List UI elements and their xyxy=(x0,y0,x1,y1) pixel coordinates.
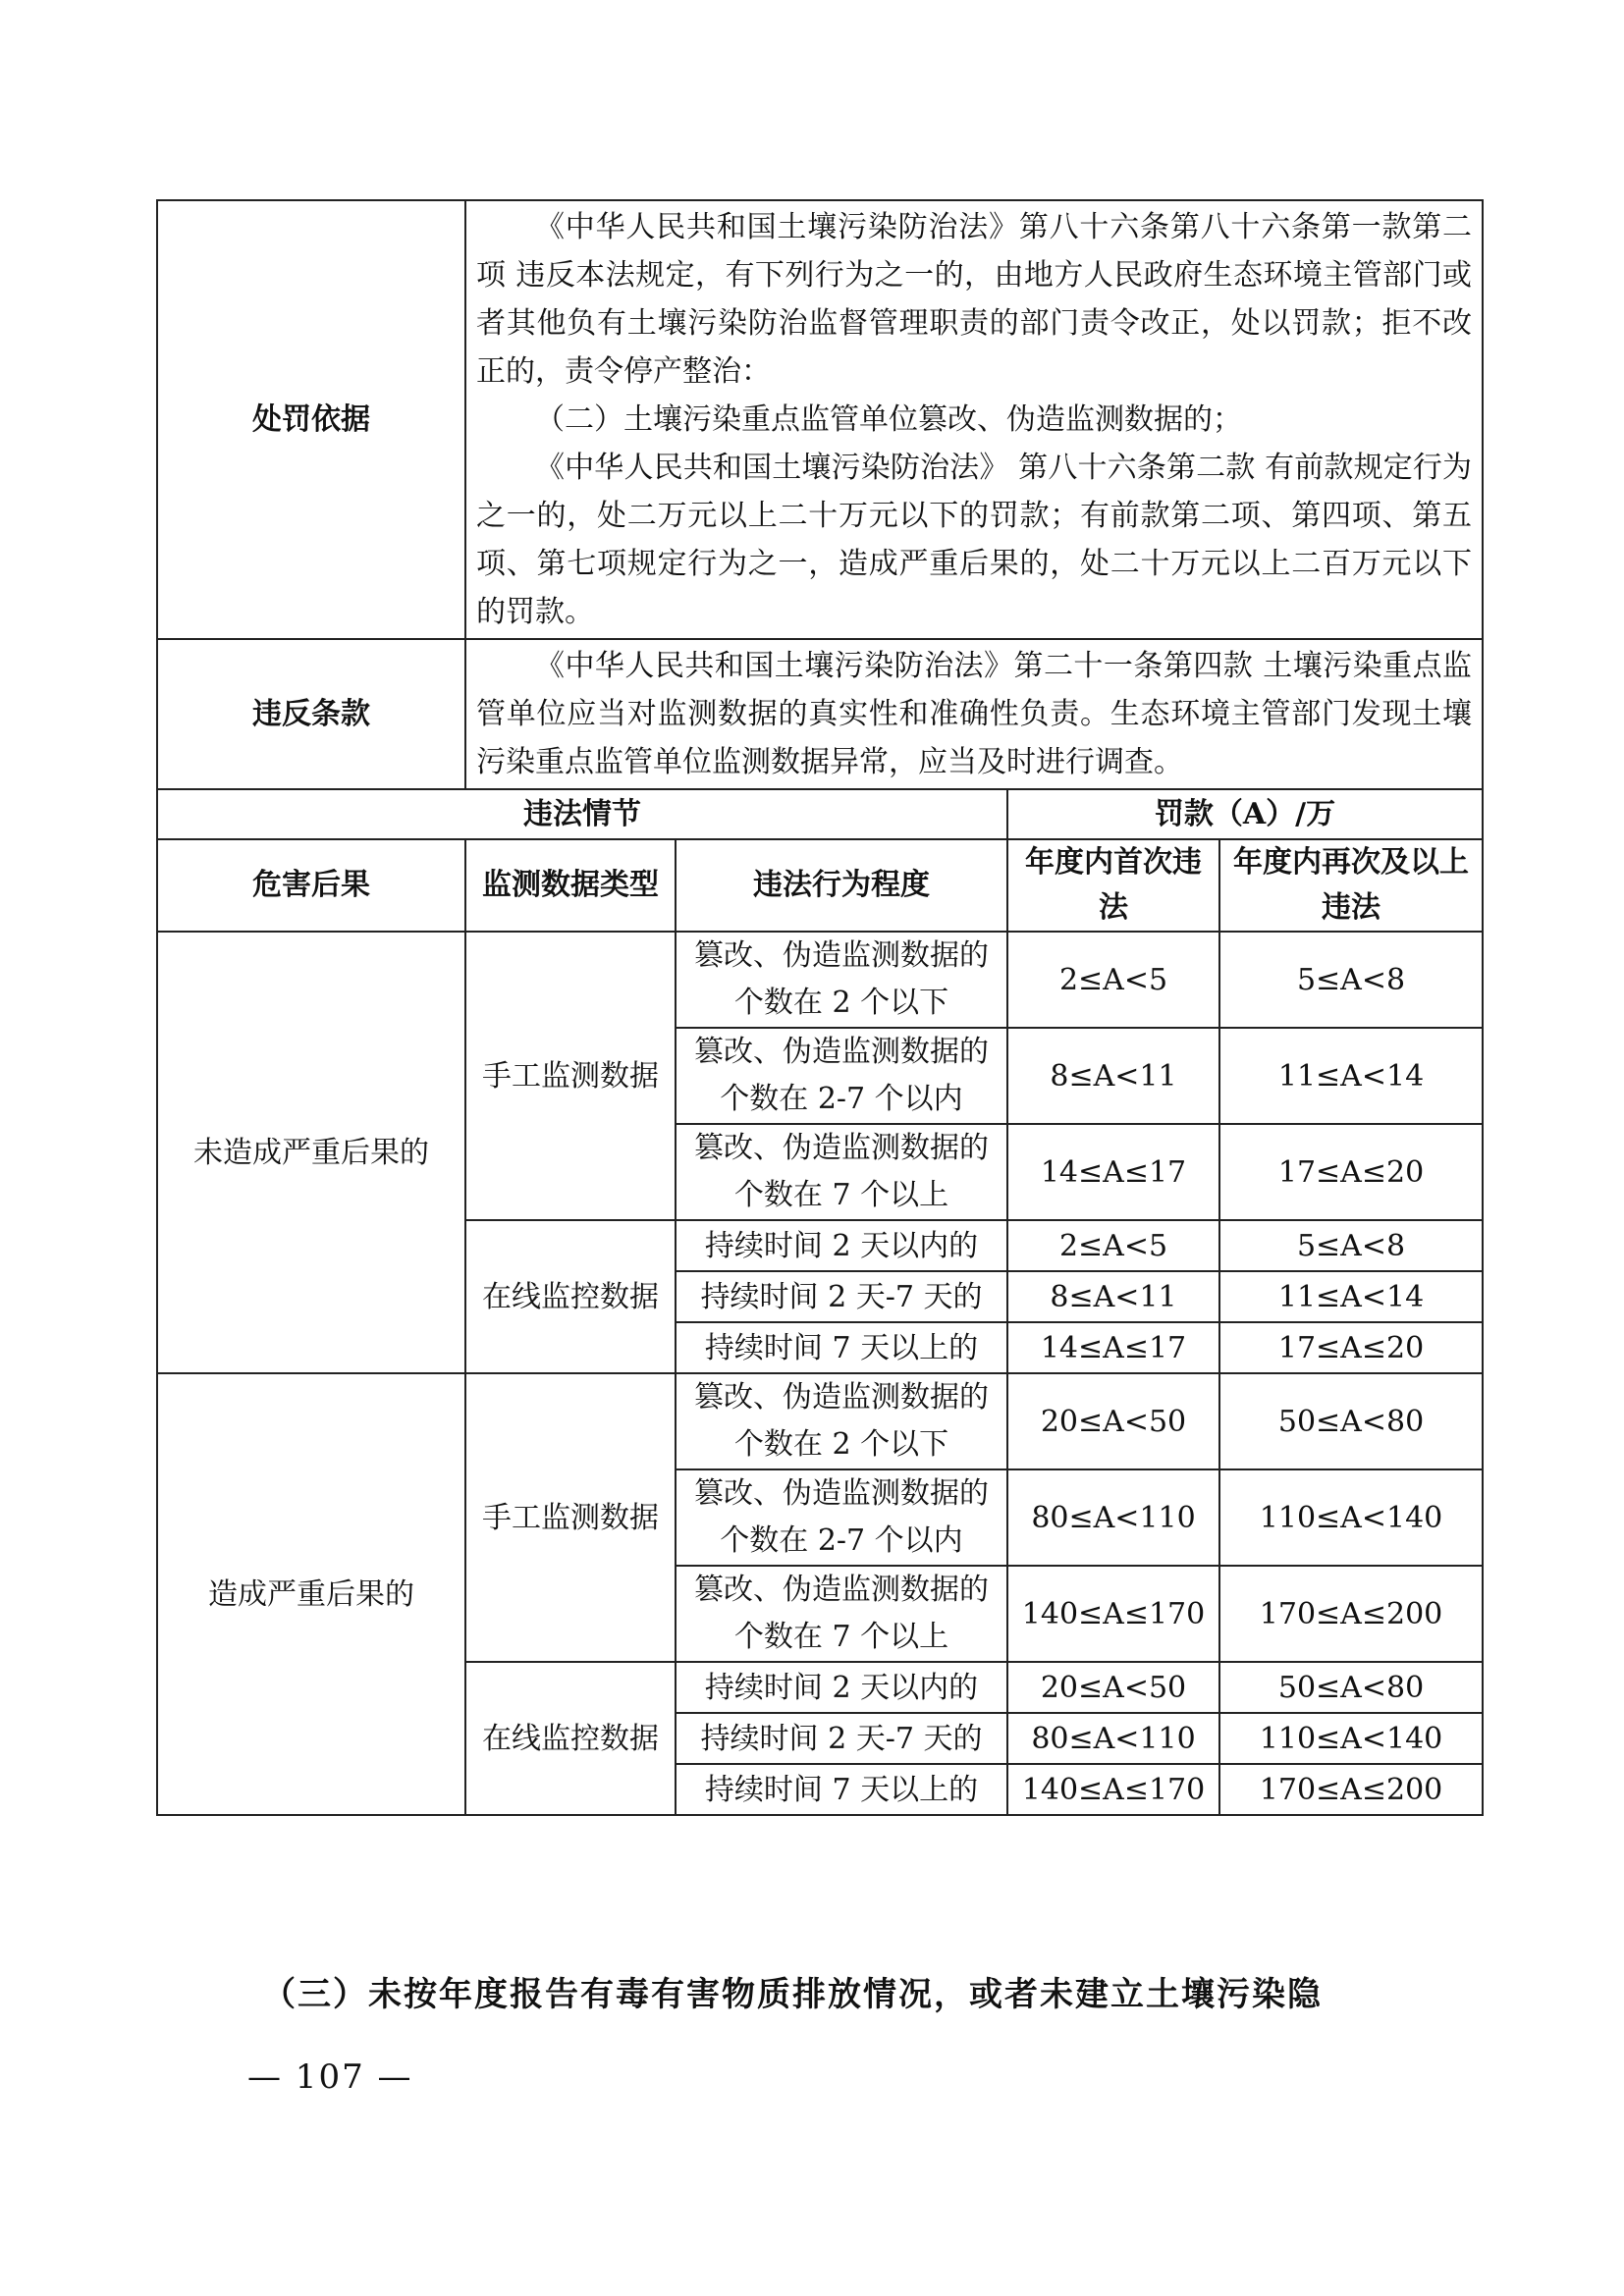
table-row xyxy=(157,1373,1483,1469)
degree-cell: 持续时间 7 天以上的 xyxy=(676,1322,1007,1373)
basis-label: 处罚依据 xyxy=(157,200,465,639)
col-header-first: 年度内首次违法 xyxy=(1007,839,1219,932)
basis-row xyxy=(157,200,1483,639)
degree-cell: 持续时间 2 天-7 天的 xyxy=(676,1713,1007,1764)
basis-content xyxy=(465,200,1483,639)
fine-first-cell: 140≤A≤170 xyxy=(1007,1566,1219,1662)
violated-content xyxy=(465,639,1483,789)
penalty-table xyxy=(156,199,1484,1816)
degree-cell: 持续时间 7 天以上的 xyxy=(676,1764,1007,1815)
fine-repeat-cell: 170≤A≤200 xyxy=(1219,1764,1483,1815)
data-type-cell: 在线监控数据 xyxy=(465,1220,676,1373)
column-header-row xyxy=(157,839,1483,932)
basis-paragraph: 《中华人民共和国土壤污染防治法》第八十六条第八十六条第一款第二项 违反本法规定，有下列行为之一的，由地方人民政府生态环境主管部门或者其他负有土壤污染防治监督管理职责的部门责令改正，处以罚款；拒不改正的，责令停产整治： xyxy=(476,210,1473,389)
group-header-row xyxy=(157,789,1483,839)
fine-first-cell: 20≤A<50 xyxy=(1007,1662,1219,1713)
fine-repeat-cell: 5≤A<8 xyxy=(1219,932,1483,1028)
data-type-cell: 在线监控数据 xyxy=(465,1662,676,1815)
fine-first-cell: 80≤A<110 xyxy=(1007,1469,1219,1566)
data-type-cell: 手工监测数据 xyxy=(465,1373,676,1662)
degree-cell: 篡改、伪造监测数据的个数在 7 个以上 xyxy=(676,1566,1007,1662)
fine-repeat-cell: 50≤A<80 xyxy=(1219,1662,1483,1713)
degree-cell: 持续时间 2 天-7 天的 xyxy=(676,1271,1007,1322)
fine-repeat-cell: 110≤A<140 xyxy=(1219,1713,1483,1764)
degree-cell: 持续时间 2 天以内的 xyxy=(676,1662,1007,1713)
basis-paragraph: （二）土壤污染重点监管单位篡改、伪造监测数据的； xyxy=(535,402,1242,437)
basis-paragraph: 《中华人民共和国土壤污染防治法》 第八十六条第二款 有前款规定行为之一的，处二万元以上二十万元以下的罚款；有前款第二项、第四项、第五项、第七项规定行为之一，造成严重后果的，处二十万元以上二百万元以下的罚款。 xyxy=(476,451,1473,629)
table-row xyxy=(157,932,1483,1028)
fine-first-cell: 14≤A≤17 xyxy=(1007,1322,1219,1373)
violated-paragraph: 《中华人民共和国土壤污染防治法》第二十一条第四款 土壤污染重点监管单位应当对监测数据的真实性和准确性负责。生态环境主管部门发现土壤污染重点监管单位监测数据异常，应当及时进行调查。 xyxy=(476,649,1473,779)
page-number: — 107 — xyxy=(247,2057,413,2097)
fine-repeat-cell: 50≤A<80 xyxy=(1219,1373,1483,1469)
group-header-fine: 罚款（A）/万 xyxy=(1007,789,1483,839)
consequence-cell: 未造成严重后果的 xyxy=(157,932,465,1373)
col-header-data-type: 监测数据类型 xyxy=(465,839,676,932)
fine-first-cell: 2≤A<5 xyxy=(1007,932,1219,1028)
violated-label: 违反条款 xyxy=(157,639,465,789)
fine-repeat-cell: 170≤A≤200 xyxy=(1219,1566,1483,1662)
fine-repeat-cell: 17≤A≤20 xyxy=(1219,1322,1483,1373)
fine-first-cell: 14≤A≤17 xyxy=(1007,1124,1219,1220)
degree-cell: 篡改、伪造监测数据的个数在 2-7 个以内 xyxy=(676,1028,1007,1124)
group-header-violation: 违法情节 xyxy=(157,789,1007,839)
data-type-cell: 手工监测数据 xyxy=(465,932,676,1220)
degree-cell: 持续时间 2 天以内的 xyxy=(676,1220,1007,1271)
fine-repeat-cell: 5≤A<8 xyxy=(1219,1220,1483,1271)
violated-row xyxy=(157,639,1483,789)
consequence-cell: 造成严重后果的 xyxy=(157,1373,465,1815)
degree-cell: 篡改、伪造监测数据的个数在 2 个以下 xyxy=(676,1373,1007,1469)
fine-repeat-cell: 110≤A<140 xyxy=(1219,1469,1483,1566)
fine-first-cell: 8≤A<11 xyxy=(1007,1271,1219,1322)
degree-cell: 篡改、伪造监测数据的个数在 7 个以上 xyxy=(676,1124,1007,1220)
fine-first-cell: 8≤A<11 xyxy=(1007,1028,1219,1124)
degree-cell: 篡改、伪造监测数据的个数在 2-7 个以内 xyxy=(676,1469,1007,1566)
fine-first-cell: 2≤A<5 xyxy=(1007,1220,1219,1271)
degree-cell: 篡改、伪造监测数据的个数在 2 个以下 xyxy=(676,932,1007,1028)
fine-first-cell: 20≤A<50 xyxy=(1007,1373,1219,1469)
fine-first-cell: 80≤A<110 xyxy=(1007,1713,1219,1764)
col-header-degree: 违法行为程度 xyxy=(676,839,1007,932)
section-heading: （三）未按年度报告有毒有害物质排放情况，或者未建立土壤污染隐 xyxy=(262,1975,1323,2014)
col-header-repeat: 年度内再次及以上违法 xyxy=(1219,839,1483,932)
fine-repeat-cell: 17≤A≤20 xyxy=(1219,1124,1483,1220)
fine-repeat-cell: 11≤A<14 xyxy=(1219,1028,1483,1124)
col-header-consequence: 危害后果 xyxy=(157,839,465,932)
fine-repeat-cell: 11≤A<14 xyxy=(1219,1271,1483,1322)
fine-first-cell: 140≤A≤170 xyxy=(1007,1764,1219,1815)
